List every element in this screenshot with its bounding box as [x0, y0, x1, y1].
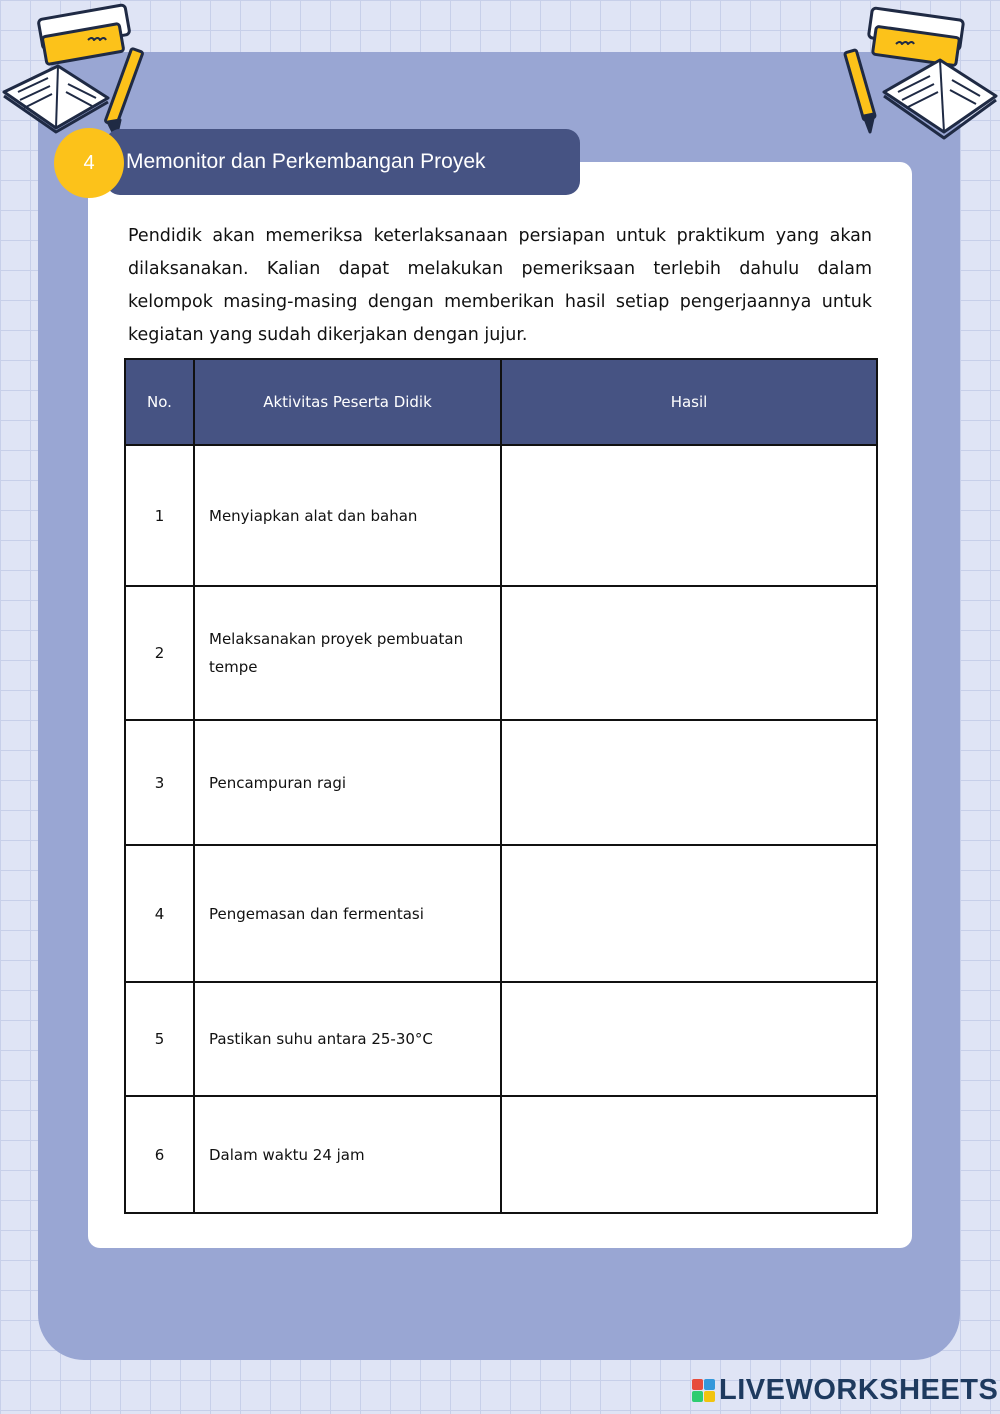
intro-paragraph: Pendidik akan memeriksa keterlaksanaan persiapan untuk praktikum yang akan dilaksanakan. Kalian dapat melakukan pemeriksaan terlebih dahulu dalam kelompok masing-masing dengan memberikan hasil setiap pengerjaannya untuk kegiatan yang sudah dikerjakan dengan jujur.: [128, 226, 872, 345]
table-row: [125, 720, 877, 845]
activity-table: [124, 358, 878, 1214]
row-number: 6: [125, 1096, 194, 1213]
row-activity: Melaksanakan proyek pembuatan tempe: [194, 586, 501, 720]
row-number: 4: [125, 845, 194, 982]
logo-tile: [704, 1379, 715, 1390]
logo-tile: [692, 1379, 703, 1390]
table-row: [125, 845, 877, 982]
result-cell[interactable]: [501, 982, 877, 1096]
table-row: [125, 445, 877, 586]
books-pencil-icon: [0, 0, 160, 150]
table-row: [125, 1096, 877, 1213]
table-header-row: [125, 359, 877, 445]
section-number-badge: 4: [54, 128, 124, 198]
header-no: No.: [125, 359, 194, 445]
result-cell[interactable]: [501, 845, 877, 982]
header-activity: Aktivitas Peserta Didik: [194, 359, 501, 445]
section-title: Memonitor dan Perkembangan Proyek: [126, 150, 486, 173]
row-activity: Pencampuran ragi: [194, 720, 501, 845]
row-number: 2: [125, 586, 194, 720]
row-activity: Menyiapkan alat dan bahan: [194, 445, 501, 586]
result-cell[interactable]: [501, 1096, 877, 1213]
row-activity: Dalam waktu 24 jam: [194, 1096, 501, 1213]
liveworksheets-brand: [692, 1372, 998, 1408]
books-pencil-icon: [840, 0, 1000, 170]
row-number: 5: [125, 982, 194, 1096]
row-activity: Pengemasan dan fermentasi: [194, 845, 501, 982]
result-cell[interactable]: [501, 445, 877, 586]
table-row: [125, 586, 877, 720]
header-result: Hasil: [501, 359, 877, 445]
logo-tile: [692, 1391, 703, 1402]
row-number: 1: [125, 445, 194, 586]
brand-name: LIVEWORKSHEETS: [719, 1373, 999, 1406]
row-activity: Pastikan suhu antara 25-30°C: [194, 982, 501, 1096]
liveworksheets-logo-icon: [692, 1379, 715, 1402]
logo-tile: [704, 1391, 715, 1402]
row-number: 3: [125, 720, 194, 845]
result-cell[interactable]: [501, 720, 877, 845]
result-cell[interactable]: [501, 586, 877, 720]
section-title-bar: [106, 129, 580, 195]
table-row: [125, 982, 877, 1096]
